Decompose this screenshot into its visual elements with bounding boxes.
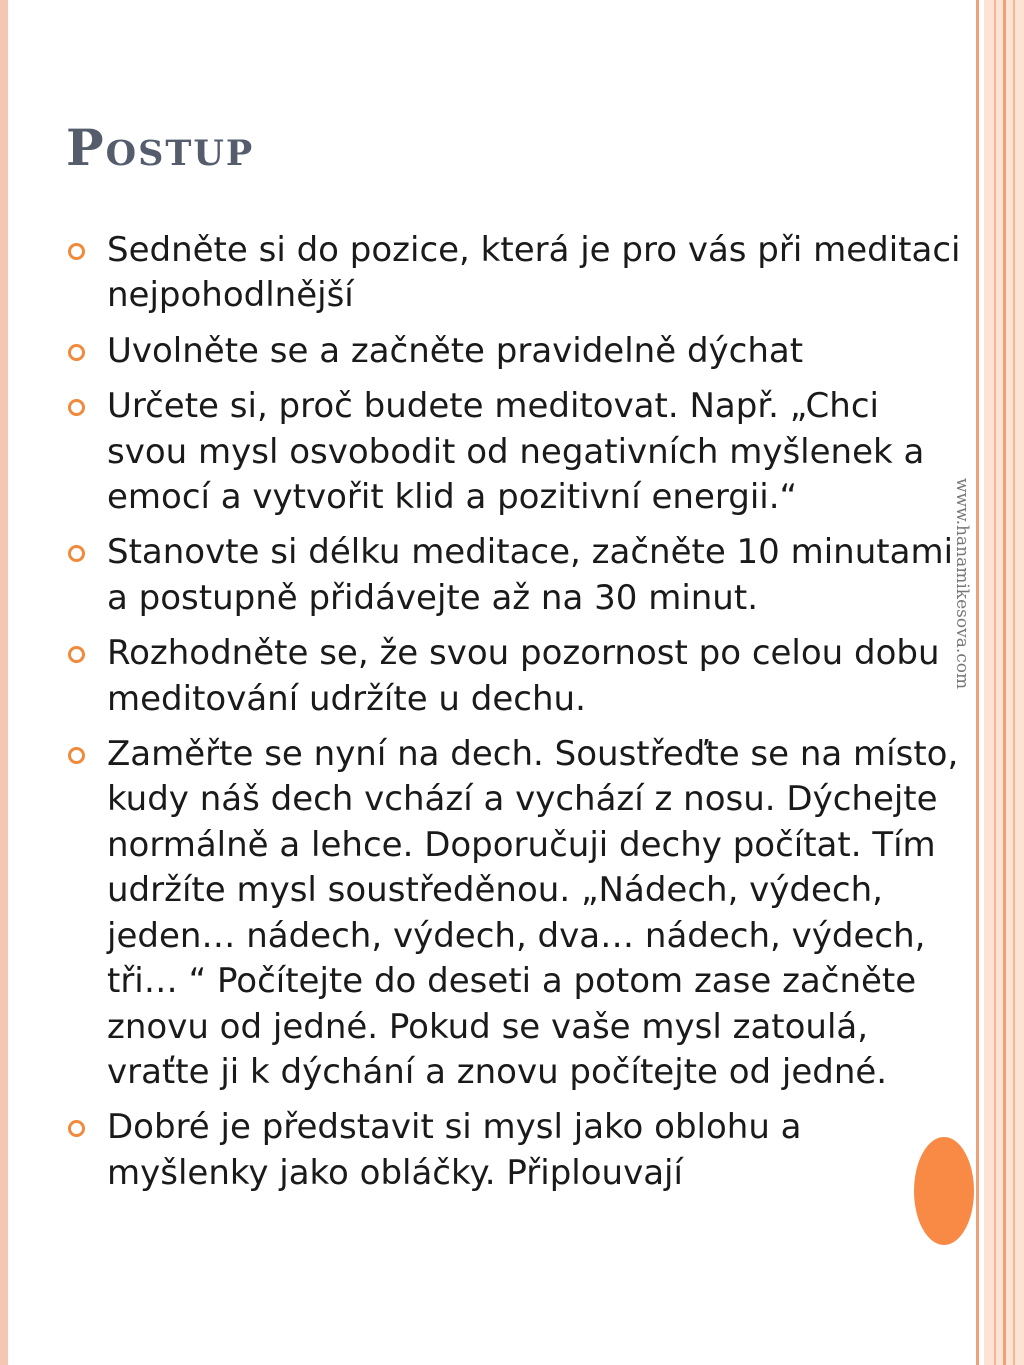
accent-oval (914, 1137, 974, 1245)
bullet-ring-icon (68, 1120, 85, 1137)
side-url-label: www.hanamikesova.com (952, 478, 972, 690)
right-border-line (994, 0, 996, 1365)
right-border-line (1003, 0, 1006, 1365)
bullet-ring-icon (68, 243, 85, 260)
bullet-list (66, 228, 966, 1206)
bullet-ring-icon (68, 344, 85, 361)
bullet-ring-icon (68, 399, 85, 416)
bullet-text: Zaměřte se nyní na dech. Soustřeďte se na místo, kudy náš dech vchází a vychází z nosu. Dýchejte normálně a lehce. Doporučuji dechy počítat. Tím udržíte mysl soustředěnou. „Nádech, výdech, jeden… nádech, výdech, dva… nádech, výdech, tři… “ Počítejte do deseti a potom zase začněte znovu od jedné. Pokud se vaše mysl zatoulá, vraťte ji k dýchání a znovu počítejte od jedné. (107, 734, 959, 1092)
bullet-text: Dobré je představit si mysl jako oblohu a myšlenky jako obláčky. Připlouvají (107, 1107, 802, 1193)
bullet-text: Sedněte si do pozice, která je pro vás při meditaci nejpohodlnější (107, 230, 961, 316)
bullet-ring-icon (68, 747, 85, 764)
bullet-item (66, 228, 966, 319)
bullet-item (66, 384, 966, 520)
right-border-line (976, 0, 979, 1365)
bullet-item (66, 732, 966, 1095)
bullet-item (66, 631, 966, 722)
left-border (0, 0, 8, 1365)
bullet-text: Určete si, proč budete meditovat. Např. „Chci svou mysl osvobodit od negativních myšlenek a emocí a vytvořit klid a pozitivní energii.“ (107, 386, 925, 518)
bullet-text: Rozhodněte se, že svou pozornost po celou dobu meditování udržíte u dechu. (107, 633, 940, 719)
bullet-text: Uvolněte se a začněte pravidelně dýchat (107, 330, 804, 371)
bullet-ring-icon (68, 646, 85, 663)
slide-title: Postup (66, 118, 255, 177)
bullet-item (66, 1105, 966, 1196)
bullet-ring-icon (68, 545, 85, 562)
right-border-line (1013, 0, 1015, 1365)
bullet-item (66, 329, 966, 374)
bullet-item (66, 530, 966, 621)
bullet-text: Stanovte si délku meditace, začněte 10 minutami a postupně přidávejte až na 30 minut. (107, 532, 954, 618)
